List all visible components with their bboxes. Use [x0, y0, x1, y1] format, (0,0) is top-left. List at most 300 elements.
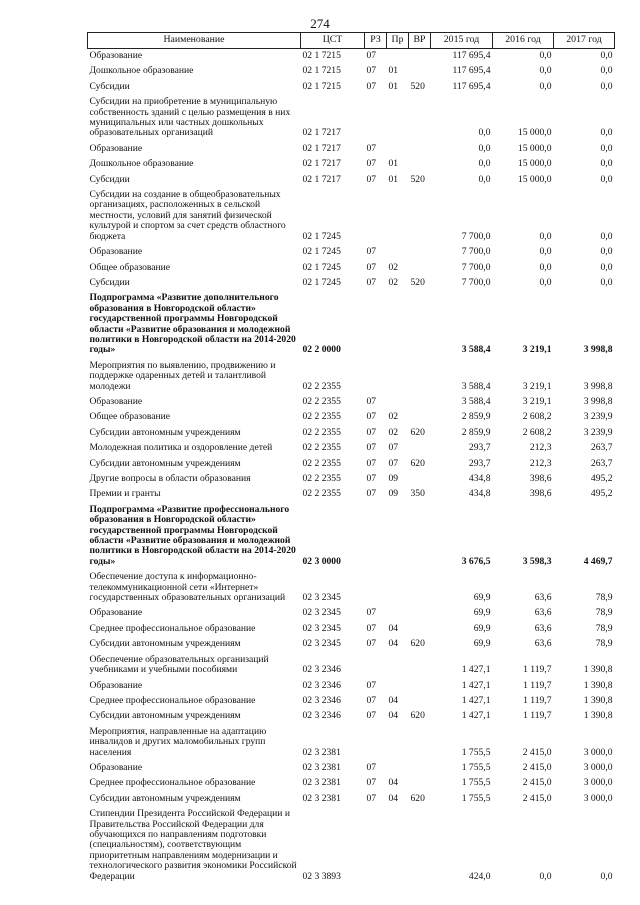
- cell-2016: 2 608,2: [522, 411, 552, 423]
- table-row: [88, 694, 615, 709]
- table-row: [88, 173, 615, 188]
- cell-rz: [365, 359, 387, 395]
- cell-2017: 1 390,8: [583, 679, 613, 691]
- table-row: [88, 622, 615, 637]
- cell-vr: [409, 188, 431, 245]
- cell-2017: 263,7: [590, 442, 613, 454]
- cell-rz: [365, 570, 387, 606]
- cell-name: Образование: [89, 607, 143, 619]
- cell-2016: 3 219,1: [522, 380, 552, 392]
- cell-rz: [365, 291, 387, 358]
- cell-rz: 07: [366, 638, 377, 650]
- cell-rz: 07: [366, 276, 377, 288]
- cell-2016: 1 119,7: [523, 664, 552, 676]
- table-row: [88, 291, 615, 358]
- cell-rz: [365, 95, 387, 142]
- table-row: [88, 679, 615, 694]
- cell-2017: 78,9: [595, 638, 613, 650]
- cell-cst: 02 1 7245: [302, 276, 341, 288]
- table-row: [88, 410, 615, 425]
- cell-rz: 07: [366, 679, 377, 691]
- cell-name: Субсидии на создание в общеобразовательных организациях, расположенных в сельской местности, условий для занятий физической культурой и спортом за счет средств областного бюджета: [89, 189, 286, 242]
- table-row: [88, 80, 615, 95]
- cell-2017: 0,0: [600, 246, 613, 258]
- cell-cst: 02 2 2355: [302, 442, 341, 454]
- cell-2016: 0,0: [539, 276, 552, 288]
- cell-name: Образование: [89, 679, 143, 691]
- cell-name: Мероприятия, направленные на адаптацию инвалидов и других маломобильных групп населения: [89, 725, 267, 758]
- table-row: [88, 188, 615, 245]
- table-row: [88, 157, 615, 172]
- table-row: [88, 725, 615, 761]
- cell-pr: [387, 359, 409, 395]
- cell-2015: 1 427,1: [461, 679, 491, 691]
- cell-2015: 434,8: [468, 488, 491, 500]
- cell-rz: 07: [366, 488, 377, 500]
- table-row: [88, 426, 615, 441]
- cell-2016: 0,0: [539, 870, 552, 882]
- cell-cst: 02 3 2345: [302, 622, 341, 634]
- cell-rz: 07: [366, 426, 377, 438]
- cell-2015: 2 859,9: [461, 426, 491, 438]
- cell-vr: [409, 261, 431, 276]
- cell-pr: [387, 570, 409, 606]
- cell-2017: 3 000,0: [583, 761, 613, 773]
- cell-name: Субсидии: [89, 173, 130, 185]
- cell-vr: [409, 694, 431, 709]
- table-row: [88, 570, 615, 606]
- cell-name: Субсидии автономным учреждениям: [89, 792, 241, 804]
- cell-2016: 3 219,1: [522, 344, 552, 356]
- cell-name: Образование: [89, 50, 143, 61]
- cell-cst: 02 3 2381: [302, 777, 341, 789]
- cell-2016: 15 000,0: [517, 127, 552, 139]
- cell-2015: 1 755,5: [461, 746, 491, 758]
- table-row: [88, 503, 615, 570]
- cell-2017: 495,2: [590, 473, 613, 484]
- cell-cst: 02 2 2355: [302, 457, 341, 469]
- cell-2015: 1 427,1: [461, 710, 491, 722]
- cell-2016: 63,6: [534, 607, 552, 619]
- cell-2016: 3 219,1: [522, 395, 552, 407]
- table-row: [88, 472, 615, 487]
- cell-name: Мероприятия по выявлению, продвижению и поддержке одаренных детей и талантливой молодежи: [89, 359, 276, 392]
- cell-pr: 04: [388, 777, 399, 789]
- cell-vr: [409, 807, 431, 885]
- cell-name: Среднее профессиональное образование: [89, 694, 256, 706]
- cell-cst: 02 1 7245: [302, 246, 341, 258]
- cell-2016: 15 000,0: [517, 142, 552, 154]
- cell-2016: 15 000,0: [517, 158, 552, 170]
- cell-2015: 424,0: [468, 870, 491, 882]
- cell-rz: 07: [366, 622, 377, 634]
- budget-table: [87, 32, 615, 885]
- cell-cst: 02 1 7215: [302, 65, 341, 77]
- cell-vr: [409, 410, 431, 425]
- cell-2017: 78,9: [595, 622, 613, 634]
- cell-name: Субсидии: [89, 276, 130, 288]
- cell-pr: [387, 142, 409, 157]
- cell-name: Образование: [89, 142, 143, 154]
- cell-cst: 02 3 2381: [302, 792, 341, 804]
- header-name: Наименование: [88, 33, 301, 49]
- cell-cst: 02 1 7217: [302, 142, 341, 154]
- cell-2016: 398,6: [529, 488, 552, 500]
- cell-pr: 04: [388, 792, 399, 804]
- cell-name: Общее образование: [89, 261, 171, 273]
- header-2017: 2017 год: [554, 33, 615, 49]
- cell-2015: 3 588,4: [461, 380, 491, 392]
- cell-pr: 02: [388, 426, 399, 438]
- cell-vr: [409, 653, 431, 679]
- cell-rz: 07: [366, 158, 377, 170]
- cell-2015: 2 859,9: [461, 411, 491, 423]
- cell-pr: [387, 653, 409, 679]
- cell-pr: [387, 761, 409, 776]
- cell-vr: 520: [410, 276, 425, 288]
- cell-2017: 495,2: [590, 488, 613, 500]
- cell-rz: 07: [366, 761, 377, 773]
- cell-rz: 07: [366, 792, 377, 804]
- cell-pr: 01: [388, 158, 399, 170]
- cell-name: Общее образование: [89, 411, 171, 423]
- cell-2016: 1 119,7: [523, 710, 552, 722]
- cell-2016: 0,0: [539, 80, 552, 92]
- cell-rz: 07: [366, 457, 377, 469]
- cell-2017: 0,0: [600, 127, 613, 139]
- cell-2015: 293,7: [468, 442, 491, 454]
- cell-2015: 117 695,4: [452, 80, 491, 92]
- cell-name: Дошкольное образование: [89, 65, 194, 77]
- cell-2015: 3 588,4: [461, 395, 491, 407]
- cell-2015: 7 700,0: [461, 276, 491, 288]
- cell-vr: [409, 395, 431, 410]
- cell-2017: 1 390,8: [583, 664, 613, 676]
- cell-pr: [387, 503, 409, 570]
- table-row: [88, 64, 615, 79]
- cell-pr: 01: [388, 65, 399, 77]
- cell-2015: 117 695,4: [452, 50, 491, 61]
- cell-2016: 15 000,0: [517, 173, 552, 185]
- cell-cst: 02 2 0000: [302, 344, 341, 356]
- cell-name: Субсидии автономным учреждениям: [89, 426, 241, 438]
- cell-pr: [387, 606, 409, 621]
- cell-rz: 07: [366, 473, 377, 484]
- header-pr: Пр: [387, 33, 409, 49]
- cell-cst: 02 2 2355: [302, 395, 341, 407]
- cell-name: Дошкольное образование: [89, 158, 194, 170]
- cell-pr: 07: [388, 442, 399, 454]
- cell-rz: 07: [366, 50, 377, 61]
- cell-vr: [409, 776, 431, 791]
- cell-cst: 02 2 2355: [302, 426, 341, 438]
- cell-vr: [409, 245, 431, 260]
- cell-2017: 3 000,0: [583, 746, 613, 758]
- cell-rz: 07: [366, 142, 377, 154]
- cell-2017: 3 239,9: [583, 411, 613, 423]
- cell-cst: 02 3 2345: [302, 592, 341, 604]
- cell-name: Образование: [89, 761, 143, 773]
- cell-name: Другие вопросы в области образования: [89, 473, 251, 484]
- cell-name: Образование: [89, 395, 143, 407]
- table-row: [88, 457, 615, 472]
- cell-name: Обеспечение доступа к информационно-телекоммуникационной сети «Интернет» государственных образовательных организаций: [89, 571, 286, 604]
- table-row: [88, 709, 615, 724]
- cell-vr: [409, 49, 431, 65]
- cell-cst: 02 3 2345: [302, 607, 341, 619]
- cell-cst: 02 3 3893: [302, 870, 341, 882]
- cell-cst: 02 2 2355: [302, 473, 341, 484]
- cell-pr: [387, 95, 409, 142]
- cell-pr: [387, 807, 409, 885]
- cell-cst: 02 1 7217: [302, 158, 341, 170]
- table-row: [88, 807, 615, 885]
- cell-vr: 520: [410, 80, 425, 92]
- cell-2016: 0,0: [539, 230, 552, 242]
- cell-2015: 0,0: [478, 173, 491, 185]
- cell-pr: [387, 245, 409, 260]
- cell-cst: 02 2 2355: [302, 380, 341, 392]
- cell-name: Субсидии автономным учреждениям: [89, 457, 241, 469]
- cell-vr: [409, 64, 431, 79]
- cell-pr: 09: [388, 473, 399, 484]
- cell-2016: 2 608,2: [522, 426, 552, 438]
- cell-vr: [409, 570, 431, 606]
- cell-2017: 3 998,8: [583, 344, 613, 356]
- cell-pr: [387, 679, 409, 694]
- cell-vr: 620: [410, 638, 425, 650]
- cell-2017: 3 998,8: [583, 395, 613, 407]
- table-row: [88, 95, 615, 142]
- cell-pr: 04: [388, 638, 399, 650]
- cell-pr: 04: [388, 622, 399, 634]
- cell-vr: 350: [410, 488, 425, 500]
- cell-2015: 7 700,0: [461, 246, 491, 258]
- cell-rz: 07: [366, 246, 377, 258]
- cell-pr: 01: [388, 173, 399, 185]
- header-vr: ВР: [409, 33, 431, 49]
- cell-name: Обеспечение образовательных организаций учебниками и учебными пособиями: [89, 653, 269, 676]
- cell-2016: 63,6: [534, 592, 552, 604]
- cell-rz: [365, 725, 387, 761]
- cell-2015: 69,9: [473, 607, 491, 619]
- cell-2017: 3 998,8: [583, 380, 613, 392]
- cell-2017: 3 000,0: [583, 792, 613, 804]
- cell-pr: [387, 395, 409, 410]
- cell-cst: 02 1 7215: [302, 50, 341, 61]
- cell-2015: 69,9: [473, 622, 491, 634]
- cell-name: Среднее профессиональное образование: [89, 622, 256, 634]
- cell-2017: 0,0: [600, 870, 613, 882]
- cell-2017: 1 390,8: [583, 710, 613, 722]
- cell-rz: 07: [366, 173, 377, 185]
- cell-2016: 0,0: [539, 50, 552, 61]
- cell-2016: 2 415,0: [522, 792, 552, 804]
- cell-cst: 02 1 7217: [302, 127, 341, 139]
- cell-vr: 620: [410, 426, 425, 438]
- cell-rz: 07: [366, 411, 377, 423]
- cell-vr: [409, 761, 431, 776]
- cell-cst: 02 2 2355: [302, 411, 341, 423]
- cell-vr: [409, 157, 431, 172]
- table-row: [88, 653, 615, 679]
- cell-vr: 620: [410, 792, 425, 804]
- header-cst: ЦСТ: [301, 33, 365, 49]
- cell-2017: 0,0: [600, 158, 613, 170]
- cell-pr: [387, 725, 409, 761]
- cell-rz: 07: [366, 261, 377, 273]
- cell-pr: 02: [388, 276, 399, 288]
- cell-2015: 3 588,4: [461, 344, 491, 356]
- cell-rz: 07: [366, 80, 377, 92]
- cell-2017: 0,0: [600, 173, 613, 185]
- cell-2017: 0,0: [600, 261, 613, 273]
- page-number: 274: [310, 16, 330, 31]
- cell-cst: 02 3 2346: [302, 679, 341, 691]
- cell-2017: 0,0: [600, 65, 613, 77]
- cell-cst: 02 3 0000: [302, 555, 341, 567]
- cell-2017: 3 000,0: [583, 777, 613, 789]
- cell-vr: [409, 472, 431, 487]
- table-row: [88, 261, 615, 276]
- cell-2015: 0,0: [478, 158, 491, 170]
- cell-cst: 02 3 2381: [302, 761, 341, 773]
- table-body: [88, 49, 615, 886]
- cell-2017: 0,0: [600, 50, 613, 61]
- table-row: [88, 49, 615, 65]
- cell-2016: 63,6: [534, 638, 552, 650]
- table-row: [88, 776, 615, 791]
- cell-pr: 07: [388, 457, 399, 469]
- cell-vr: 520: [410, 173, 425, 185]
- cell-name: Образование: [89, 246, 143, 258]
- cell-cst: 02 1 7217: [302, 173, 341, 185]
- cell-2016: 0,0: [539, 65, 552, 77]
- header-rz: РЗ: [365, 33, 387, 49]
- cell-2015: 293,7: [468, 457, 491, 469]
- cell-2015: 7 700,0: [461, 230, 491, 242]
- cell-2015: 0,0: [478, 142, 491, 154]
- cell-rz: 07: [366, 607, 377, 619]
- cell-2017: 0,0: [600, 230, 613, 242]
- cell-rz: [365, 188, 387, 245]
- cell-name: Среднее профессиональное образование: [89, 777, 256, 789]
- cell-pr: 02: [388, 411, 399, 423]
- cell-rz: [365, 807, 387, 885]
- cell-name: Молодежная политика и оздоровление детей: [89, 442, 273, 454]
- cell-vr: [409, 679, 431, 694]
- table-row: [88, 276, 615, 291]
- cell-pr: 01: [388, 80, 399, 92]
- cell-name: Стипендии Президента Российской Федерации и Правительства Российской Федерации для обучающихся по направлениям подготовки (специальностям), соответствующим приоритетным направлениям модернизации и технологического развития экономики Российской Федерации: [89, 808, 297, 882]
- cell-pr: [387, 291, 409, 358]
- cell-2017: 0,0: [600, 80, 613, 92]
- table-row: [88, 395, 615, 410]
- cell-2015: 7 700,0: [461, 261, 491, 273]
- table-row: [88, 606, 615, 621]
- cell-2015: 3 676,5: [461, 555, 491, 567]
- cell-cst: 02 1 7245: [302, 230, 341, 242]
- cell-vr: [409, 142, 431, 157]
- cell-2015: 1 427,1: [461, 664, 491, 676]
- cell-pr: 09: [388, 488, 399, 500]
- cell-2016: 1 119,7: [523, 679, 552, 691]
- cell-cst: 02 1 7245: [302, 261, 341, 273]
- cell-2016: 212,3: [529, 457, 552, 469]
- cell-vr: [409, 606, 431, 621]
- cell-vr: [409, 441, 431, 456]
- table-row: [88, 792, 615, 807]
- cell-2017: 78,9: [595, 607, 613, 619]
- cell-2015: 69,9: [473, 592, 491, 604]
- cell-pr: 04: [388, 710, 399, 722]
- table-header: [88, 33, 615, 49]
- cell-2016: 63,6: [534, 622, 552, 634]
- cell-name: Подпрограмма «Развитие дополнительного образования в Новгородской области» государственной программы Новгородской области «Развитие образования и молодежной политики в Новгородской области на 2014-2020 годы»: [89, 292, 296, 356]
- cell-2017: 3 239,9: [583, 426, 613, 438]
- cell-vr: [409, 359, 431, 395]
- table-row: [88, 441, 615, 456]
- cell-pr: [387, 188, 409, 245]
- cell-name: Субсидии: [89, 80, 130, 92]
- cell-2017: 1 390,8: [583, 694, 613, 706]
- cell-pr: 02: [388, 261, 399, 273]
- cell-2016: 0,0: [539, 261, 552, 273]
- cell-2017: 263,7: [590, 457, 613, 469]
- cell-cst: 02 3 2346: [302, 710, 341, 722]
- cell-vr: [409, 622, 431, 637]
- cell-rz: 07: [366, 710, 377, 722]
- cell-2017: 78,9: [595, 592, 613, 604]
- cell-2015: 117 695,4: [452, 65, 491, 77]
- cell-cst: 02 3 2381: [302, 746, 341, 758]
- cell-rz: 07: [366, 442, 377, 454]
- cell-name: Подпрограмма «Развитие профессионального образования в Новгородской области» государственной программы Новгородской области «Развитие образования и молодежной политики в Новгородской области на 2014-2020 годы»: [89, 503, 296, 567]
- cell-2016: 398,6: [529, 473, 552, 484]
- cell-2016: 3 598,3: [522, 555, 552, 567]
- cell-2015: 1 755,5: [461, 777, 491, 789]
- cell-cst: 02 1 7215: [302, 80, 341, 92]
- cell-2017: 0,0: [600, 276, 613, 288]
- table-row: [88, 359, 615, 395]
- cell-vr: [409, 291, 431, 358]
- cell-2016: 212,3: [529, 442, 552, 454]
- cell-name: Субсидии автономным учреждениям: [89, 638, 241, 650]
- header-2015: 2015 год: [431, 33, 493, 49]
- table-row: [88, 761, 615, 776]
- cell-cst: 02 3 2346: [302, 664, 341, 676]
- table-row: [88, 245, 615, 260]
- cell-vr: [409, 95, 431, 142]
- cell-2017: 4 469,7: [583, 555, 613, 567]
- cell-cst: 02 3 2346: [302, 694, 341, 706]
- cell-2016: 2 415,0: [522, 746, 552, 758]
- cell-2016: 2 415,0: [522, 761, 552, 773]
- cell-2015: 69,9: [473, 638, 491, 650]
- cell-2015: 1 755,5: [461, 792, 491, 804]
- cell-rz: [365, 503, 387, 570]
- cell-rz: 07: [366, 694, 377, 706]
- cell-vr: 620: [410, 710, 425, 722]
- cell-rz: 07: [366, 65, 377, 77]
- table-row: [88, 487, 615, 502]
- cell-2015: 1 755,5: [461, 761, 491, 773]
- cell-cst: 02 3 2345: [302, 638, 341, 650]
- cell-vr: 620: [410, 457, 425, 469]
- cell-rz: 07: [366, 777, 377, 789]
- cell-vr: [409, 725, 431, 761]
- header-2016: 2016 год: [493, 33, 554, 49]
